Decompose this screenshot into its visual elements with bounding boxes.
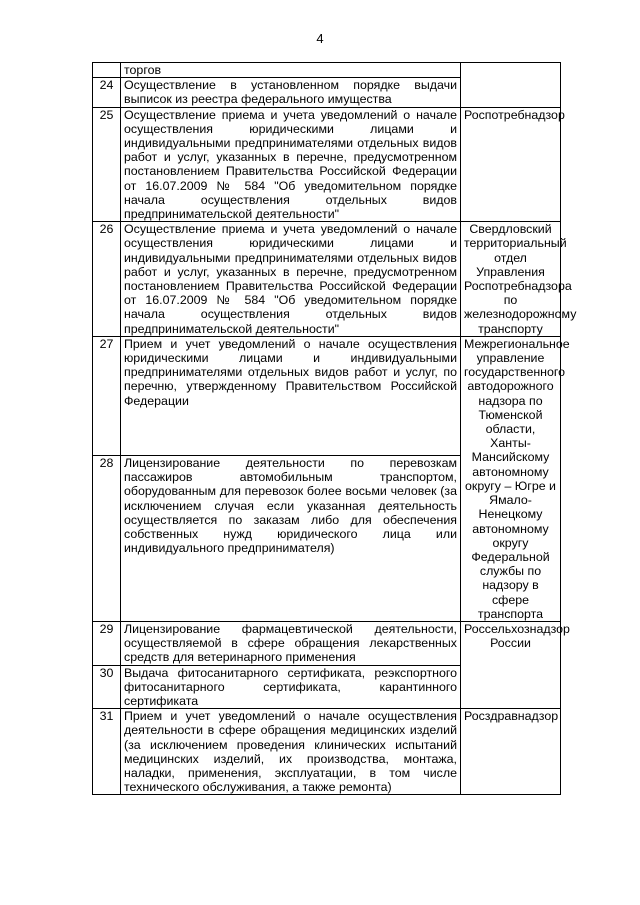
row-organization: [461, 63, 561, 108]
row-number: 30: [93, 665, 121, 709]
row-number: 25: [93, 107, 121, 222]
row-organization: Свердловский территориальный отдел Управления Роспотребнадзора по железнодорожному транспорту: [461, 222, 561, 337]
row-number: 24: [93, 78, 121, 107]
table-row: [93, 621, 561, 665]
row-description: Осуществление приема и учета уведомлений о начале осуществления юридическими лицами и индивидуальными предпринимателями отдельных видов работ и услуг, указанных в перечне, предусмотренном постановлением Правительства Российской Федерации от 16.07.2009 № 584 "Об уведомительном порядке начала осуществления отдельных видов предпринимательской деятельности": [121, 222, 461, 337]
row-number: 26: [93, 222, 121, 337]
row-organization: Роспотребнадзор: [461, 107, 561, 222]
row-organization: Межрегиональное управление государственного автодорожного надзора по Тюменской области, Ханты-Мансийскому автономному округу – Югре и Ямало-Ненецкому автономному округу Федеральной службы по надзору в сфере транспорта: [461, 336, 561, 621]
row-description: Выдача фитосанитарного сертификата, реэкспортного фитосанитарного сертификата, карантинного сертификата: [121, 665, 461, 709]
row-number: 27: [93, 336, 121, 455]
row-number: [93, 63, 121, 78]
row-description: Осуществление приема и учета уведомлений о начале осуществления юридическими лицами и индивидуальными предпринимателями отдельных видов работ и услуг, указанных в перечне, предусмотренном постановлением Правительства Российской Федерации от 16.07.2009 № 584 "Об уведомительном порядке начала осуществления отдельных видов предпринимательской деятельности": [121, 107, 461, 222]
row-organization: Россельхознадзор России: [461, 621, 561, 708]
table-row: [93, 336, 561, 455]
services-table: [92, 62, 577, 795]
row-number: 28: [93, 455, 121, 621]
row-number: 31: [93, 709, 121, 795]
table-row: [93, 709, 561, 795]
page-number: 4: [316, 31, 324, 46]
row-description: торгов: [121, 63, 461, 78]
table-row: [93, 63, 561, 78]
row-description: Лицензирование деятельности по перевозкам пассажиров автомобильным транспортом, оборудованным для перевозок более восьми человек (за исключением случая если указанная деятельность осуществляется по заказам либо для обеспечения собственных нужд юридического лица или индивидуального предпринимателя): [121, 455, 461, 621]
row-number: 29: [93, 621, 121, 665]
table-row: [93, 107, 561, 222]
row-organization: Росздравнадзор: [461, 709, 561, 795]
row-description: Лицензирование фармацевтической деятельности, осуществляемой в сфере обращения лекарственных средств для ветеринарного применения: [121, 621, 461, 665]
row-description: Прием и учет уведомлений о начале осуществления юридическими лицами и индивидуальными предпринимателями отдельных видов работ и услуг, по перечню, утвержденному Правительством Российской Федерации: [121, 336, 461, 455]
row-description: Прием и учет уведомлений о начале осуществления деятельности в сфере обращения медицинских изделий (за исключением проведения клинических испытаний медицинских изделий, их производства, монтажа, наладки, применения, эксплуатации, в том числе технического обслуживания, а также ремонта): [121, 709, 461, 795]
table-row: [93, 222, 561, 337]
row-description: Осуществление в установленном порядке выдачи выписок из реестра федерального имущества: [121, 78, 461, 107]
